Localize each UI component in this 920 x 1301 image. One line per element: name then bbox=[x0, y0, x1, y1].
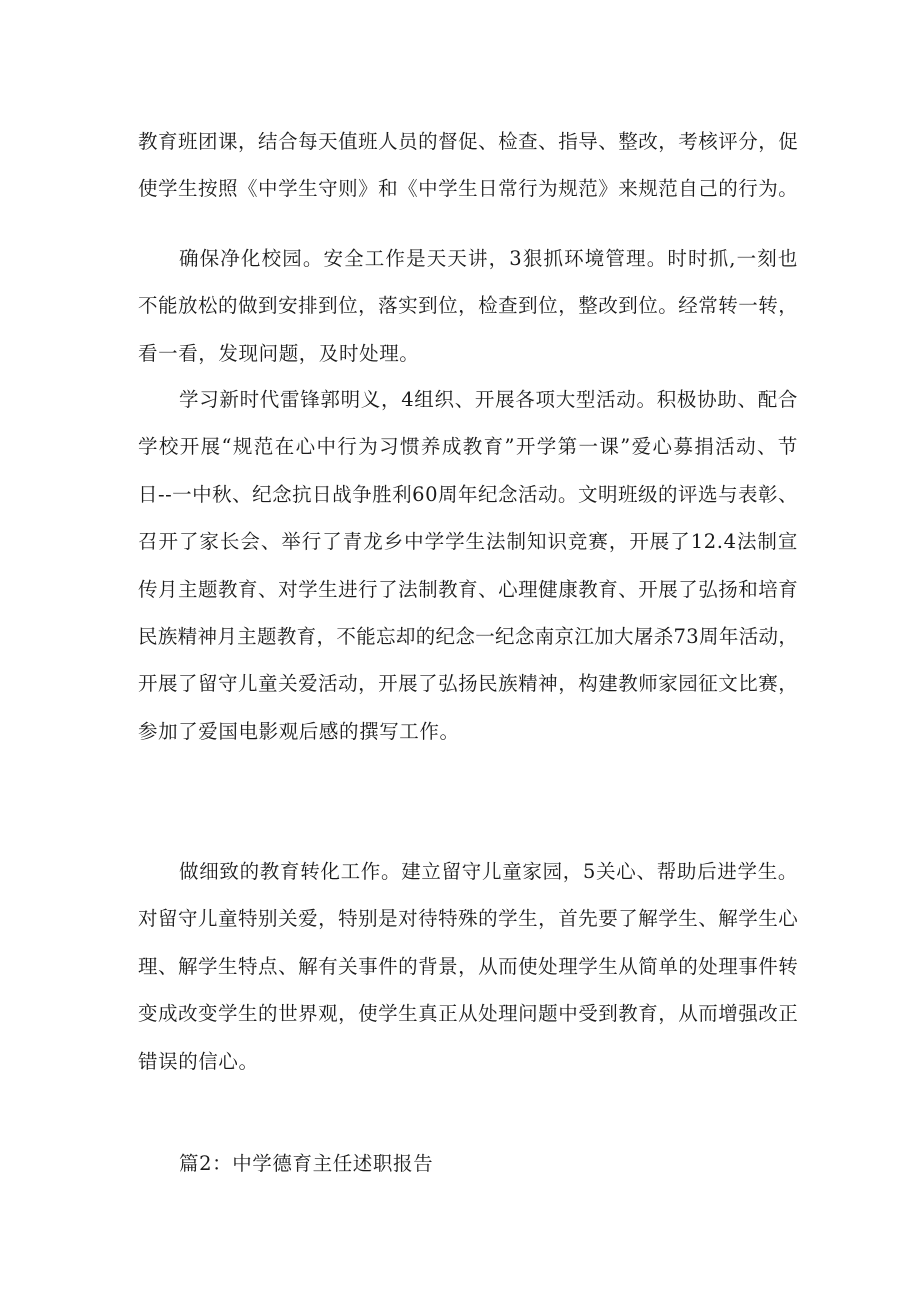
text-line: 确保净化校园。安全工作是天天讲，3狠抓环境管理。时时抓,一刻也 bbox=[179, 247, 798, 270]
paragraph-1 bbox=[138, 118, 798, 213]
text-line: 参加了爱国电影观后感的撰写工作。 bbox=[138, 719, 460, 743]
text-line: 学习新时代雷锋郭明义，4组织、开展各项大型活动。积极协助、配合 bbox=[179, 388, 798, 411]
text-line: 开展了留守儿童关爱活动，开展了弘扬民族精神，构建教师家园征文比赛， bbox=[138, 672, 799, 696]
text-line: 日--一中秋、纪念抗日战争胜利60周年纪念活动。文明班级的评选与表彰、 bbox=[138, 482, 798, 506]
section-heading: 篇2：中学德育主任述职报告 bbox=[179, 1152, 434, 1175]
paragraph-2 bbox=[138, 235, 798, 377]
paragraph-3 bbox=[138, 376, 798, 755]
text-line: 使学生按照《中学生守则》和《中学生日常行为规范》来规范自己的行为。 bbox=[138, 177, 799, 201]
text-line: 召开了家长会、举行了青龙乡中学学生法制知识竞赛，开展了12.4法制宣 bbox=[138, 530, 798, 554]
text-line: 看一看，发现问题，及时处理。 bbox=[138, 341, 420, 365]
text-line: 民族精神月主题教育，不能忘却的纪念一纪念南京江加大屠杀73周年活动， bbox=[138, 625, 799, 649]
paragraph-4 bbox=[138, 848, 798, 1085]
text-line: 对留守儿童特别关爱，特别是对待特殊的学生，首先要了解学生、解学生心 bbox=[138, 907, 799, 931]
text-line: 理、解学生特点、解有关事件的背景，从而使处理学生从简单的处理事件转 bbox=[138, 954, 799, 978]
text-line: 错误的信心。 bbox=[138, 1049, 259, 1073]
text-line: 传月主题教育、对学生进行了法制教育、心理健康教育、开展了弘扬和培育 bbox=[138, 577, 799, 601]
text-line: 教育班团课，结合每天值班人员的督促、检查、指导、整改，考核评分，促 bbox=[138, 130, 799, 153]
text-line: 做细致的教育转化工作。建立留守儿童家园，5关心、帮助后进学生。 bbox=[179, 860, 798, 883]
text-line: 变成改变学生的世界观，使学生真正从处理问题中受到教育，从而增强改正 bbox=[138, 1002, 799, 1026]
text-line: 不能放松的做到安排到位，落实到位，检查到位，整改到位。经常转一转， bbox=[138, 294, 799, 318]
text-line: 学校开展“规范在心中行为习惯养成教育”开学第一课”爱心募捐活动、节 bbox=[138, 435, 798, 459]
